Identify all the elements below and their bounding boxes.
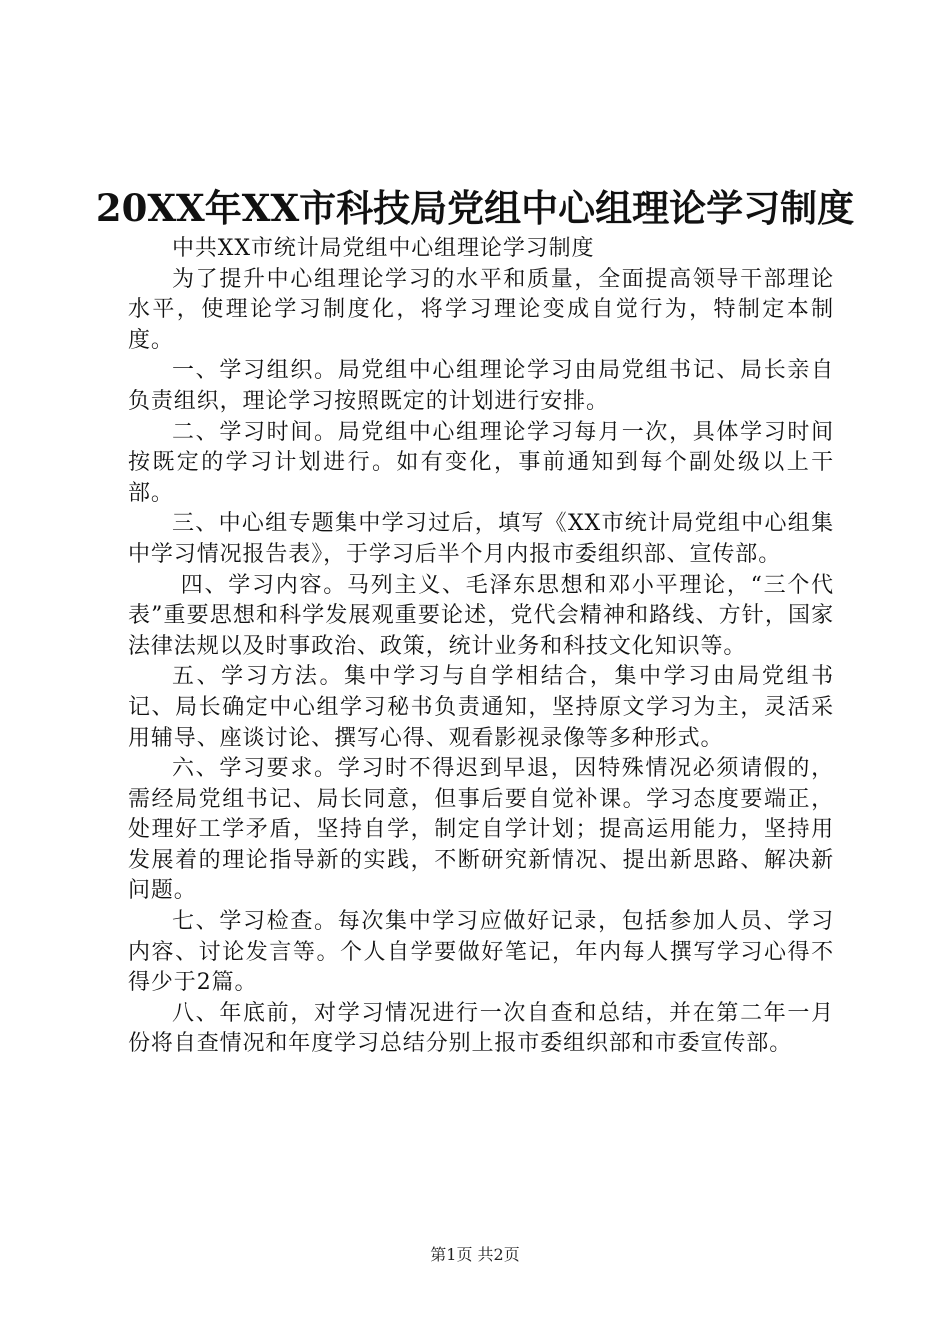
paragraph-section-5: 五、学习方法。集中学习与自学相结合，集中学习由局党组书记、局长确定中心组学习秘书负责通知，坚持原文学习为主，灵活采用辅导、座谈讨论、撰写心得、观看影视录像等多种形式。 [128,664,834,751]
document-title: 20XX年XX市科技局党组中心组理论学习制度 [95,186,855,230]
paragraph-section-7: 七、学习检查。每次集中学习应做好记录，包括参加人员、学习内容、讨论发言等。个人自学要做好笔记，年内每人撰写学习心得不得少于2篇。 [128,909,834,996]
paragraph-intro: 为了提升中心组理论学习的水平和质量，全面提高领导干部理论水平，使理论学习制度化，将学习理论变成自觉行为，特制定本制度。 [128,266,834,353]
page-footer: 第1页 共2页 [430,1245,520,1264]
paragraph-section-1: 一、学习组织。局党组中心组理论学习由局党组书记、局长亲自负责组织，理论学习按照既定的计划进行安排。 [128,358,834,414]
paragraph-section-8: 八、年底前，对学习情况进行一次自查和总结，并在第二年一月份将自查情况和年度学习总结分别上报市委组织部和市委宣传部。 [128,1000,834,1057]
document-body [128,234,834,1060]
paragraph-section-2: 二、学习时间。局党组中心组理论学习每月一次，具体学习时间按既定的学习计划进行。如有变化，事前通知到每个副处级以上干部。 [128,419,834,506]
paragraph-section-3: 三、中心组专题集中学习过后，填写《XX市统计局党组中心组集中学习情况报告表》，于学习后半个月内报市委组织部、宣传部。 [128,511,834,567]
paragraph-section-4: 四、学习内容。马列主义、毛泽东思想和邓小平理论，“三个代表”重要思想和科学发展观重要论述，党代会精神和路线、方针，国家法律法规以及时事政治、政策，统计业务和科技文化知识等。 [128,572,834,659]
paragraph-subtitle: 中共XX市统计局党组中心组理论学习制度 [172,236,595,261]
paragraph-section-6: 六、学习要求。学习时不得迟到早退，因特殊情况必须请假的，需经局党组书记、局长同意，但事后要自觉补课。学习态度要端正，处理好工学矛盾，坚持自学，制定自学计划；提高运用能力，坚持用发展着的理论指导新的实践，不断研究新情况、提出新思路、解决新问题。 [128,756,834,904]
